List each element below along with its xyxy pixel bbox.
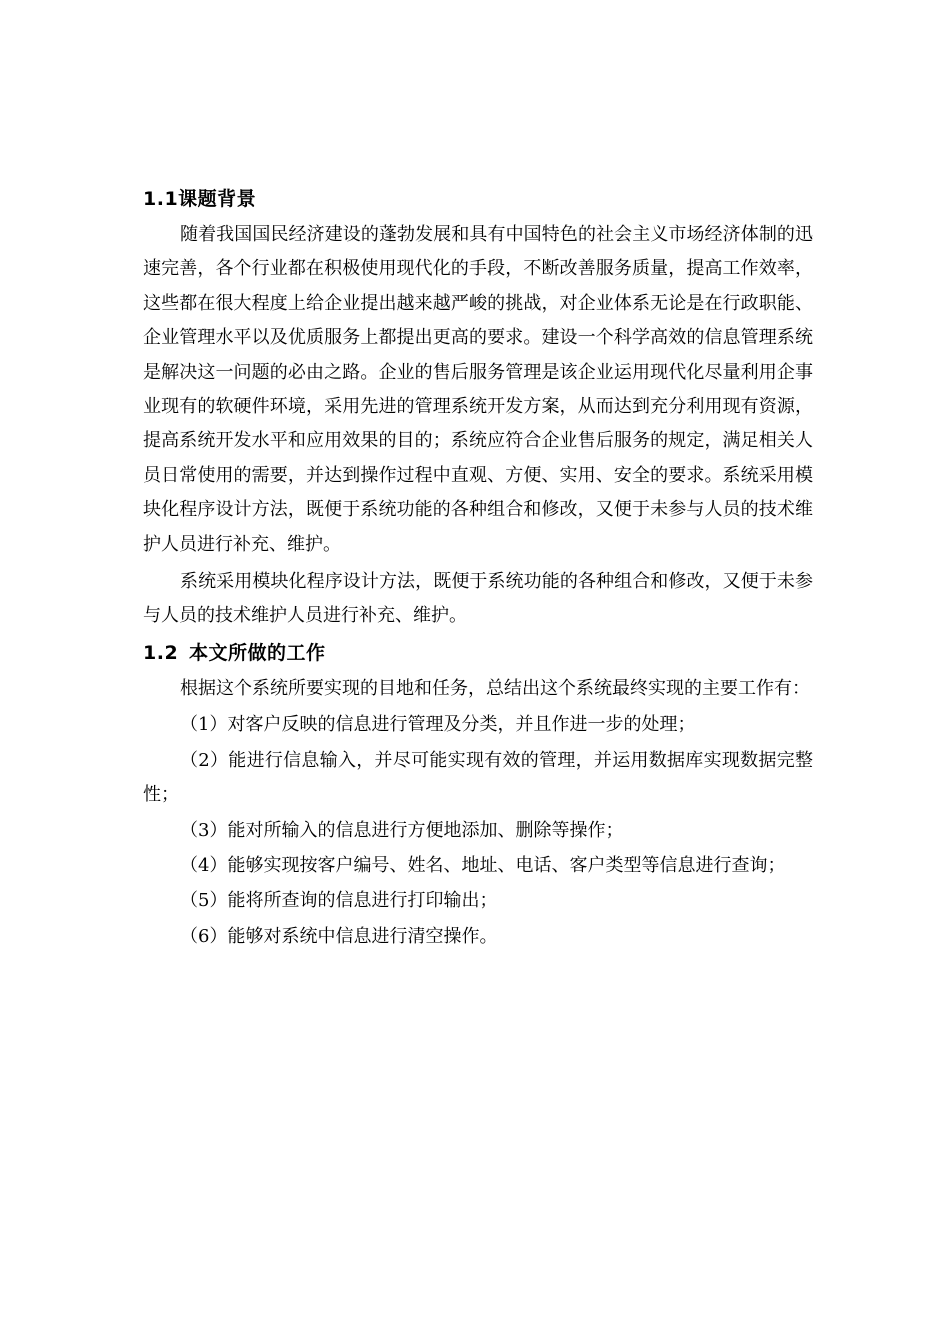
task-list: [143, 708, 813, 954]
paragraph: 随着我国国民经济建设的蓬勃发展和具有中国特色的社会主义市场经济体制的迅速完善，各个行业都在积极使用现代化的手段，不断改善服务质量，提高工作效率，这些都在很大程度上给企业提出越来越严峻的挑战，对企业体系无论是在行政职能、企业管理水平以及优质服务上都提出更高的要求。建设一个科学高效的信息管理系统是解决这一问题的必由之路。企业的售后服务管理是该企业运用现代化尽量利用企事业现有的软硬件环境，采用先进的管理系统开发方案，从而达到充分利用现有资源，提高系统开发水平和应用效果的目的；系统应符合企业售后服务的规定，满足相关人员日常使用的需要，并达到操作过程中直观、方便、实用、安全的要求。系统采用模块化程序设计方法，既便于系统功能的各种组合和修改，又便于未参与人员的技术维护人员进行补充、维护。: [143, 224, 813, 555]
section-heading-work: [143, 636, 813, 670]
list-item: （4）能够实现按客户编号、姓名、地址、电话、客户类型等信息进行查询；: [180, 854, 786, 876]
list-item: （2）能进行信息输入，并尽可能实现有效的管理，并运用数据库实现数据完整性；: [143, 749, 813, 806]
list-item: （1）对客户反映的信息进行管理及分类，并且作进一步的处理；: [180, 714, 696, 736]
paragraph: 系统采用模块化程序设计方法，既便于系统功能的各种组合和修改，又便于未参与人员的技术维护人员进行补充、维护。: [143, 571, 813, 627]
section-heading-background: [143, 182, 813, 216]
section-number: 1.1: [143, 188, 179, 210]
list-item: （5）能将所查询的信息进行打印输出；: [180, 890, 498, 912]
list-item: （6）能够对系统中信息进行清空操作。: [180, 925, 498, 947]
document-body: [143, 182, 813, 954]
list-item: （3）能对所输入的信息进行方便地添加、删除等操作；: [180, 819, 624, 841]
section-title: 课题背景: [178, 188, 257, 210]
section-number: 1.2: [143, 641, 179, 664]
section-title: 本文所做的工作: [189, 641, 326, 664]
paragraph: 根据这个系统所要实现的目地和任务，总结出这个系统最终实现的主要工作有：: [180, 677, 810, 699]
